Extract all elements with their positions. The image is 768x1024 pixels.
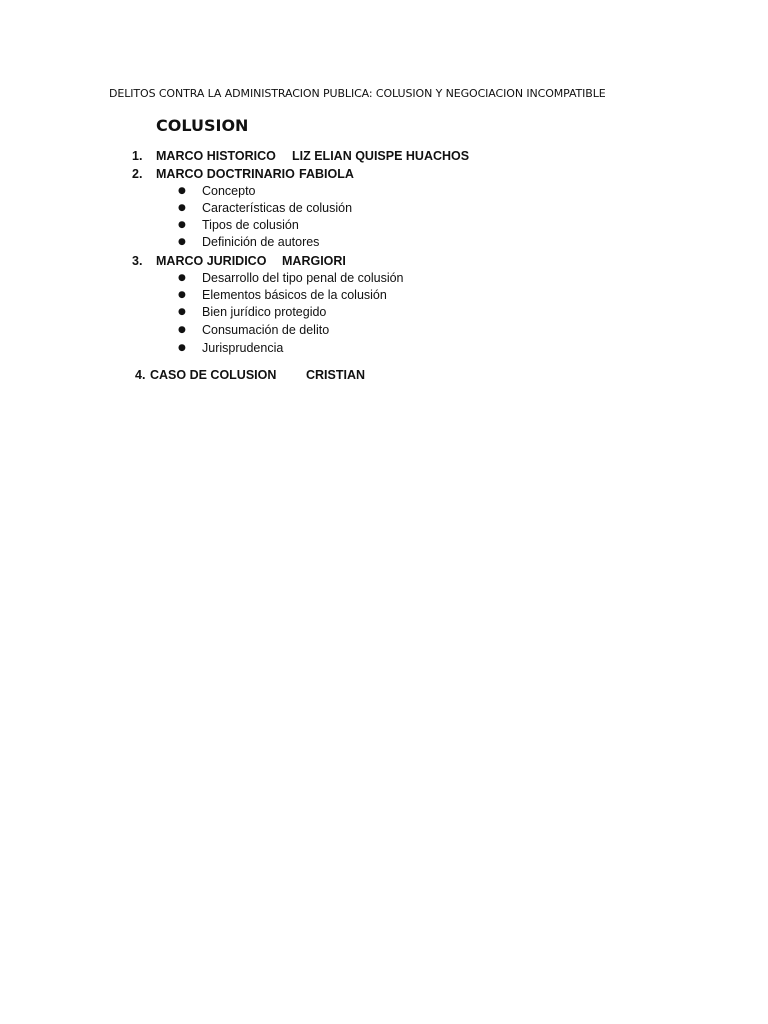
item-assignee: LIZ ELIAN QUISPE HUACHOS <box>292 149 470 163</box>
sub-item-text: Bien jurídico protegido <box>202 305 327 319</box>
sub-item-text: Desarrollo del tipo penal de colusión <box>202 271 404 285</box>
sub-item-text: Tipos de colusión <box>202 218 299 232</box>
bullet-icon: ● <box>178 220 186 230</box>
sub-item-text: Concepto <box>202 184 256 198</box>
document-title: DELITOS CONTRA LA ADMINISTRACION PUBLICA: COLUSION Y NEGOCIACION INCOMPATIBLE <box>109 87 606 100</box>
bullet-icon: ● <box>178 325 186 335</box>
item-number: 3. <box>132 254 143 268</box>
item-number: 2. <box>132 167 143 181</box>
item-label: MARCO JURIDICO <box>156 254 267 268</box>
bullet-icon: ● <box>178 307 186 317</box>
sub-item-text: Consumación de delito <box>202 323 330 337</box>
section-heading: COLUSION <box>156 116 249 135</box>
bullet-icon: ● <box>178 186 186 196</box>
item-label: MARCO DOCTRINARIO <box>156 167 295 181</box>
item-number: 1. <box>132 149 143 163</box>
bullet-icon: ● <box>178 273 186 283</box>
sub-item-text: Características de colusión <box>202 201 353 215</box>
sub-item-text: Elementos básicos de la colusión <box>202 288 387 302</box>
sub-item-text: Jurisprudencia <box>202 341 284 355</box>
item-assignee: CRISTIAN <box>306 368 366 382</box>
item-assignee: FABIOLA <box>299 167 354 181</box>
item-assignee: MARGIORI <box>282 254 346 268</box>
sub-item-text: Definición de autores <box>202 235 320 249</box>
item-label: MARCO HISTORICO <box>156 149 276 163</box>
bullet-icon: ● <box>178 290 186 300</box>
bullet-icon: ● <box>178 203 186 213</box>
item-label: CASO DE COLUSION <box>150 368 277 382</box>
bullet-icon: ● <box>178 343 186 353</box>
bullet-icon: ● <box>178 237 186 247</box>
item-number: 4. <box>135 368 146 382</box>
